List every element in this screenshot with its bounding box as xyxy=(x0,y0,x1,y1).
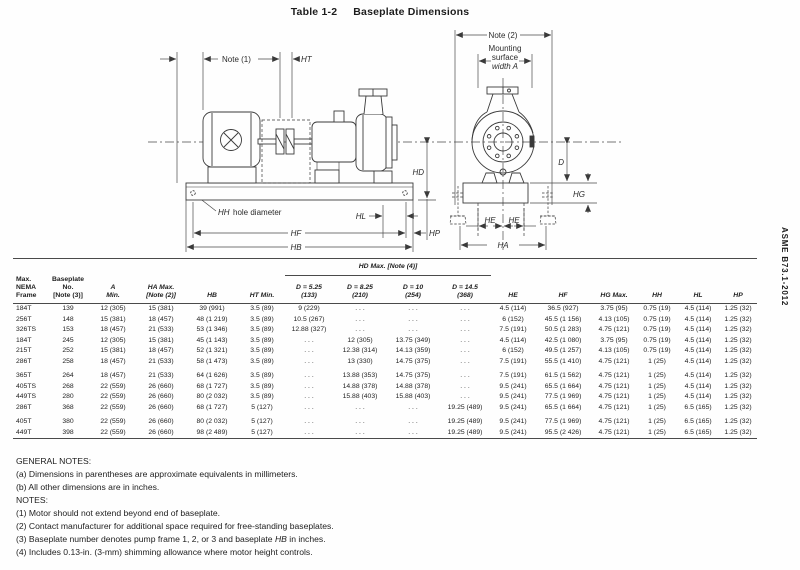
table-cell: . . . xyxy=(460,393,470,401)
table-cell: 80 (2 032) xyxy=(196,393,228,401)
note-2: (2) Contact manufacturer for additional space required for free-standing baseplates. xyxy=(16,521,334,531)
table-cell: 19.25 (489) xyxy=(447,418,483,426)
table-cell: . . . xyxy=(355,315,365,323)
mounting-label-line2: surface xyxy=(491,53,519,62)
table-cell: 4.75 (121) xyxy=(598,393,630,401)
hd-max-group-header: HD Max. [Note (4)] xyxy=(285,259,491,276)
table-cell: 4.75 (121) xyxy=(598,326,630,334)
table-cell: 21 (533) xyxy=(148,358,174,366)
table-cell: 365T xyxy=(16,372,32,380)
notes-title: NOTES: xyxy=(16,495,48,505)
table-cell: 3.5 (89) xyxy=(250,347,274,355)
table-cell: 14.88 (378) xyxy=(395,382,431,390)
table-cell: 3.5 (89) xyxy=(250,358,274,366)
table-cell: 449TS xyxy=(16,393,37,401)
table-cell: 18 (457) xyxy=(148,347,174,355)
table-cell: 280 xyxy=(62,393,74,401)
table-cell: 184T xyxy=(16,305,32,313)
table-cell: 50.5 (1 283) xyxy=(544,326,582,334)
table-cell: 18 (457) xyxy=(100,326,126,334)
table-cell: 264 xyxy=(62,372,74,380)
hf-label: HF xyxy=(290,229,302,238)
table-cell: 58 (1 473) xyxy=(196,358,228,366)
table-row xyxy=(13,403,757,414)
hh-caption: hole diameter xyxy=(233,208,282,217)
table-row xyxy=(13,357,757,368)
table-cell: 215T xyxy=(16,347,32,355)
table-cell: 5 (127) xyxy=(251,428,273,436)
table-cell: 26 (660) xyxy=(148,382,174,390)
table-cell: 4.5 (114) xyxy=(684,336,712,344)
table-cell: 3.5 (89) xyxy=(250,315,274,323)
table-cell: . . . xyxy=(460,326,470,334)
column-header-d10: D = 10 (254) xyxy=(387,276,439,304)
table-cell: 15.88 (403) xyxy=(342,393,378,401)
volute-casing xyxy=(356,114,387,171)
table-cell: 0.75 (19) xyxy=(643,347,671,355)
table-cell: 1.25 (32) xyxy=(724,305,752,313)
end-view-labels xyxy=(484,31,585,250)
table-cell: . . . xyxy=(304,372,314,380)
table-cell: 13.88 (353) xyxy=(342,372,378,380)
table-cell: 252 xyxy=(62,347,74,355)
table-cell: 1.25 (32) xyxy=(724,382,752,390)
table-cell: 405T xyxy=(16,418,32,426)
table-cell: 368 xyxy=(62,403,74,411)
column-header-ha-max: HA Max. [Note (2)] xyxy=(137,276,185,304)
table-cell: 1.25 (32) xyxy=(724,428,752,436)
table-cell: 1 (25) xyxy=(648,393,666,401)
table-cell: 65.5 (1 664) xyxy=(544,403,582,411)
hg-label: HG xyxy=(573,190,585,199)
d-label: D xyxy=(558,158,564,167)
table-cell: 6.5 (165) xyxy=(684,428,712,436)
general-note-a: (a) Dimensions in parentheses are approximate equivalents in millimeters. xyxy=(16,469,298,479)
table-cell: 15 (381) xyxy=(100,347,126,355)
table-cell: 1.25 (32) xyxy=(724,315,752,323)
table-cell: 80 (2 032) xyxy=(196,418,228,426)
table-cell: 3.5 (89) xyxy=(250,393,274,401)
table-cell: 9.5 (241) xyxy=(499,418,527,426)
table-cell: 4.13 (105) xyxy=(598,347,630,355)
column-header-d145: D = 14.5 (368) xyxy=(439,276,491,304)
ht-label: HT xyxy=(301,55,312,64)
table-cell: 98 (2 489) xyxy=(196,428,228,436)
table-cell: 0.75 (19) xyxy=(643,336,671,344)
bearing-frame xyxy=(312,122,356,162)
table-cell: 449T xyxy=(16,428,32,436)
mounting-label-line3: width A xyxy=(492,62,518,71)
table-cell: 3.5 (89) xyxy=(250,326,274,334)
table-cell: 26 (660) xyxy=(148,428,174,436)
table-cell: 4.75 (121) xyxy=(598,428,630,436)
note1-label: Note (1) xyxy=(222,55,251,64)
table-cell: 12 (305) xyxy=(347,336,373,344)
table-cell: 4.5 (114) xyxy=(684,372,712,380)
table-cell: 55.5 (1 410) xyxy=(544,358,582,366)
table-cell: 36.5 (927) xyxy=(547,305,579,313)
column-header-hb: HB xyxy=(185,276,239,304)
table-cell: 4.5 (114) xyxy=(499,336,527,344)
table-cell: 258 xyxy=(62,358,74,366)
table-cell: 326TS xyxy=(16,326,37,334)
dimension-table xyxy=(13,258,757,439)
table-cell: 4.75 (121) xyxy=(598,382,630,390)
notes-block xyxy=(16,455,576,559)
table-cell: 1 (25) xyxy=(648,382,666,390)
table-body xyxy=(13,304,757,439)
table-cell: 68 (1 727) xyxy=(196,382,228,390)
table-cell: 13 (330) xyxy=(347,358,373,366)
table-cell: 49.5 (1 257) xyxy=(544,347,582,355)
table-cell: 3.75 (95) xyxy=(600,336,628,344)
table-cell: 1 (25) xyxy=(648,372,666,380)
table-cell: 22 (559) xyxy=(100,428,126,436)
table-cell: 4.5 (114) xyxy=(684,382,712,390)
table-cell: . . . xyxy=(460,336,470,344)
table-cell: 14.88 (378) xyxy=(342,382,378,390)
table-cell: 12 (305) xyxy=(100,305,126,313)
table-cell: 12 (305) xyxy=(100,336,126,344)
table-cell: 15.88 (403) xyxy=(395,393,431,401)
table-cell: . . . xyxy=(408,305,418,313)
he-left-label: HE xyxy=(484,216,496,225)
table-cell: . . . xyxy=(460,347,470,355)
table-cell: 45 (1 143) xyxy=(196,336,228,344)
table-row xyxy=(13,346,757,357)
table-cell: 1.25 (32) xyxy=(724,418,752,426)
suction-flange xyxy=(386,117,392,168)
hp-label: HP xyxy=(429,229,441,238)
general-note-b: (b) All other dimensions are in inches. xyxy=(16,482,160,492)
table-cell: . . . xyxy=(408,315,418,323)
table-cell: 39 (991) xyxy=(199,305,225,313)
table-cell: 95.5 (2 426) xyxy=(544,428,582,436)
table-cell: . . . xyxy=(304,336,314,344)
table-cell: 4.75 (121) xyxy=(598,403,630,411)
table-cell: . . . xyxy=(408,403,418,411)
table-cell: 12.38 (314) xyxy=(342,347,378,355)
baseplate xyxy=(186,183,413,200)
table-cell: 6.5 (165) xyxy=(684,418,712,426)
table-cell: 245 xyxy=(62,336,74,344)
table-cell: 6 (152) xyxy=(502,347,524,355)
table-cell: 3.5 (89) xyxy=(250,382,274,390)
table-cell: 1.25 (32) xyxy=(724,347,752,355)
note-1: (1) Motor should not extend beyond end of baseplate. xyxy=(16,508,221,518)
table-cell: 0.75 (19) xyxy=(643,326,671,334)
table-row xyxy=(13,417,757,428)
table-cell: 4.75 (121) xyxy=(598,358,630,366)
table-cell: 1 (25) xyxy=(648,428,666,436)
table-header-row xyxy=(13,276,757,304)
table-cell: . . . xyxy=(304,393,314,401)
table-cell: 18 (457) xyxy=(148,315,174,323)
table-cell: 14.13 (359) xyxy=(395,347,431,355)
discharge-nozzle xyxy=(364,96,383,114)
table-cell: 26 (660) xyxy=(148,393,174,401)
table-row xyxy=(13,304,757,315)
column-header-hf: HF xyxy=(535,276,591,304)
table-cell: 4.5 (114) xyxy=(684,326,712,334)
table-cell: 1 (25) xyxy=(648,403,666,411)
table-row xyxy=(13,325,757,336)
table-cell: 22 (559) xyxy=(100,403,126,411)
table-cell: 286T xyxy=(16,403,32,411)
column-header-hl: HL xyxy=(677,276,719,304)
table-cell: 9 (229) xyxy=(298,305,320,313)
table-cell: 18 (457) xyxy=(100,372,126,380)
table-cell: 52 (1 321) xyxy=(196,347,228,355)
table-cell: 21 (533) xyxy=(148,372,174,380)
column-header-he: HE xyxy=(491,276,535,304)
table-cell: . . . xyxy=(355,403,365,411)
table-cell: 19.25 (489) xyxy=(447,428,483,436)
table-cell: 3.75 (95) xyxy=(600,305,628,313)
table-cell: 45.5 (1 156) xyxy=(544,315,582,323)
he-right-label: HE xyxy=(508,216,520,225)
table-cell: 4.13 (105) xyxy=(598,315,630,323)
table-title-text: Baseplate Dimensions xyxy=(353,6,470,18)
table-cell: 9.5 (241) xyxy=(499,428,527,436)
column-header-hp: HP xyxy=(719,276,757,304)
table-cell: 398 xyxy=(62,428,74,436)
table-number: Table 1-2 xyxy=(290,6,338,18)
table-cell: . . . xyxy=(355,418,365,426)
column-header-d525: D = 5.25 (133) xyxy=(285,276,333,304)
table-cell: . . . xyxy=(304,428,314,436)
column-header-a-min: A Min. xyxy=(89,276,137,304)
table-row xyxy=(13,371,757,382)
table-cell: 22 (559) xyxy=(100,418,126,426)
table-cell: 26 (660) xyxy=(148,403,174,411)
group-header-row xyxy=(13,259,757,276)
table-cell: . . . xyxy=(355,428,365,436)
pump-foot xyxy=(315,170,339,183)
table-cell: 14.75 (375) xyxy=(395,358,431,366)
table-row xyxy=(13,428,757,439)
table-cell: 9.5 (241) xyxy=(499,393,527,401)
table-cell: 12.88 (327) xyxy=(291,326,327,334)
column-header-baseplate-no: Baseplate No. [Note (3)] xyxy=(47,276,89,304)
table-cell: 1.25 (32) xyxy=(724,372,752,380)
table-cell: 4.5 (114) xyxy=(684,315,712,323)
column-header-ht-min: HT Min. xyxy=(239,276,285,304)
table-cell: 15 (381) xyxy=(100,315,126,323)
table-row xyxy=(13,315,757,326)
table-cell: 9.5 (241) xyxy=(499,403,527,411)
table-cell: 77.5 (1 969) xyxy=(544,418,582,426)
table-cell: 4.5 (114) xyxy=(684,305,712,313)
table-cell: 4.5 (114) xyxy=(684,393,712,401)
table-cell: 4.5 (114) xyxy=(499,305,527,313)
hb-label: HB xyxy=(290,243,302,252)
table-cell: 6.5 (165) xyxy=(684,403,712,411)
baseplate-dimensions-table-wrap xyxy=(13,258,757,439)
table-cell: . . . xyxy=(304,403,314,411)
table-cell: . . . xyxy=(460,315,470,323)
column-header-frame: Max. NEMA Frame xyxy=(13,276,47,304)
table-cell: . . . xyxy=(408,418,418,426)
end-view-dimension-lines xyxy=(455,30,597,250)
table-cell: 148 xyxy=(62,315,74,323)
table-cell: 53 (1 346) xyxy=(196,326,228,334)
table-cell: 7.5 (191) xyxy=(499,326,527,334)
table-row xyxy=(13,392,757,403)
table-cell: 22 (559) xyxy=(100,382,126,390)
table-cell: 61.5 (1 562) xyxy=(544,372,582,380)
table-cell: 184T xyxy=(16,336,32,344)
mounting-label-line1: Mounting xyxy=(488,44,522,53)
table-cell: 3.5 (89) xyxy=(250,336,274,344)
table-cell: 9.5 (241) xyxy=(499,382,527,390)
table-cell: . . . xyxy=(460,382,470,390)
table-cell: 1.25 (32) xyxy=(724,336,752,344)
table-cell: 65.5 (1 664) xyxy=(544,382,582,390)
table-cell: 3.5 (89) xyxy=(250,305,274,313)
table-cell: . . . xyxy=(460,305,470,313)
table-cell: 1 (25) xyxy=(648,418,666,426)
table-cell: 21 (533) xyxy=(148,326,174,334)
table-cell: 6 (152) xyxy=(502,315,524,323)
side-view-pump-assembly xyxy=(186,89,413,200)
table-cell: 48 (1 219) xyxy=(196,315,228,323)
table-cell: 1.25 (32) xyxy=(724,358,752,366)
table-cell: 15 (381) xyxy=(148,336,174,344)
hh-label: HH xyxy=(218,208,230,217)
table-cell: 13.75 (349) xyxy=(395,336,431,344)
table-cell: 18 (457) xyxy=(100,358,126,366)
table-cell: 42.5 (1 080) xyxy=(544,336,582,344)
table-cell: . . . xyxy=(304,347,314,355)
table-cell: 14.75 (375) xyxy=(395,372,431,380)
table-cell: 22 (559) xyxy=(100,393,126,401)
hd-label: HD xyxy=(412,168,424,177)
table-cell: . . . xyxy=(408,326,418,334)
table-cell: . . . xyxy=(355,305,365,313)
table-cell: 1 (25) xyxy=(648,358,666,366)
table-cell: 0.75 (19) xyxy=(643,315,671,323)
table-cell: 1.25 (32) xyxy=(724,403,752,411)
hl-label: HL xyxy=(355,212,366,221)
table-cell: 15 (381) xyxy=(148,305,174,313)
table-cell: 153 xyxy=(62,326,74,334)
table-cell: . . . xyxy=(460,372,470,380)
table-cell: 0.75 (19) xyxy=(643,305,671,313)
table-cell: 268 xyxy=(62,382,74,390)
technical-drawings xyxy=(0,0,800,256)
table-row xyxy=(13,336,757,347)
table-cell: 19.25 (489) xyxy=(447,403,483,411)
table-cell: . . . xyxy=(304,418,314,426)
table-cell: 10.5 (267) xyxy=(293,315,325,323)
table-cell: 26 (660) xyxy=(148,418,174,426)
table-cell: 77.5 (1 969) xyxy=(544,393,582,401)
table-cell: 1.25 (32) xyxy=(724,326,752,334)
table-cell: . . . xyxy=(460,358,470,366)
table-cell: 7.5 (191) xyxy=(499,358,527,366)
table-cell: 4.75 (121) xyxy=(598,418,630,426)
table-cell: . . . xyxy=(304,382,314,390)
standard-designation: ASME B73.1-2012 xyxy=(780,227,789,307)
column-header-hh: HH xyxy=(637,276,677,304)
table-cell: 5 (127) xyxy=(251,418,273,426)
table-cell: 64 (1 626) xyxy=(196,372,228,380)
table-cell: 1.25 (32) xyxy=(724,393,752,401)
table-cell: 68 (1 727) xyxy=(196,403,228,411)
table-cell: 4.5 (114) xyxy=(684,347,712,355)
note-3: (3) Baseplate number denotes pump frame 1, 2, or 3 and baseplate HB in inches. xyxy=(16,534,326,544)
table-cell: 139 xyxy=(62,305,74,313)
note2-label: Note (2) xyxy=(488,31,518,40)
note-4: (4) Includes 0.13-in. (3-mm) shimming allowance where motor height controls. xyxy=(16,547,313,557)
table-cell: . . . xyxy=(408,428,418,436)
table-cell: 7.5 (191) xyxy=(499,372,527,380)
table-cell: 4.5 (114) xyxy=(684,358,712,366)
table-cell: . . . xyxy=(304,358,314,366)
pedestal xyxy=(463,183,528,203)
discharge-flange xyxy=(487,87,518,94)
table-row xyxy=(13,382,757,393)
table-cell: 5 (127) xyxy=(251,403,273,411)
general-notes-title: GENERAL NOTES: xyxy=(16,456,92,466)
table-cell: 380 xyxy=(62,418,74,426)
table-cell: 3.5 (89) xyxy=(250,372,274,380)
table-cell: 405TS xyxy=(16,382,37,390)
column-header-d825: D = 8.25 (210) xyxy=(333,276,387,304)
table-cell: 286T xyxy=(16,358,32,366)
table-cell: 256T xyxy=(16,315,32,323)
ha-label: HA xyxy=(497,241,509,250)
casing-foot xyxy=(374,171,392,183)
motor-base xyxy=(208,167,256,183)
table-cell: 4.75 (121) xyxy=(598,372,630,380)
table-cell: . . . xyxy=(355,326,365,334)
column-header-hg-max: HG Max. xyxy=(591,276,637,304)
